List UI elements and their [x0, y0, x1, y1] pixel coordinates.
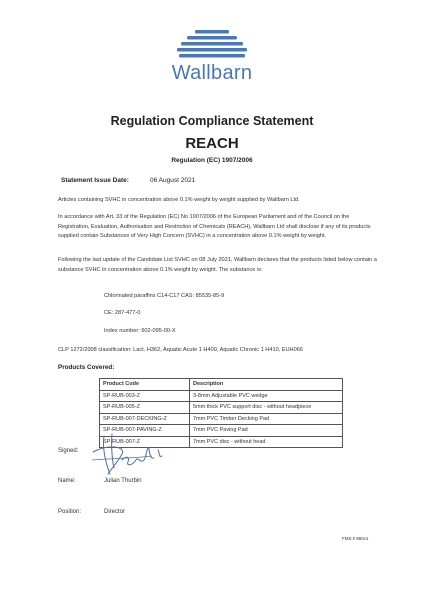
handwritten-signature [88, 430, 178, 480]
candidate-list-paragraph: Following the last update of the Candidate List SVHC on 08 July 2021, Wallbarn declares that the products listed below contain a substance SVHC in concentration above 0.1% weight by weight. The substance is: [58, 257, 377, 273]
description-cell: 5mm thick PVC support disc - without headpiece [190, 402, 343, 414]
table-row [100, 402, 343, 414]
name-label: Name: [58, 478, 76, 484]
document-reference-code: FMS.F.960v1 [342, 536, 369, 541]
document-subtitle: REACH [185, 135, 239, 152]
brand-name: Wallbarn [171, 62, 253, 84]
description-cell: 7mm PVC Timber Decking Pad [190, 413, 343, 425]
table-row [100, 390, 343, 402]
products-heading: Products Covered: [58, 364, 115, 371]
column-header-description: Description [190, 379, 343, 391]
product-code-cell: SP-RUB-005-Z [100, 402, 190, 414]
article-33-paragraph: In accordance with Art. 33 of the Regulation (EC) No 1907/2006 of the European Parliament and of the Council on the Registration, Evaluation, Authorisation and Restriction of Chemicals (REACH), Wallbarn Ltd shall disclose if any of its products supplied contain Substances of Very High Concern (SVHC) in a concentration above 0.1% weight by weight. [58, 214, 371, 240]
signatory-name: Julian Thurbin [104, 478, 142, 484]
issue-date-value: 06 August 2021 [150, 177, 196, 184]
table-row [100, 413, 343, 425]
product-code-cell: SP-RUB-007-DECKING-Z [100, 413, 190, 425]
substance-index-number: Index number: 602-095-00-X [104, 328, 176, 334]
product-code-cell: SP-RUB-007-PAVING-Z [100, 425, 190, 437]
column-header-product-code: Product Code [100, 379, 190, 391]
clp-classification: CLP 1272/2008 classification: Lact. H362, Aquatic Acute 1 H400, Aquatic Chronic 1 H410, EUH066 [58, 347, 303, 353]
signatory-position: Director [104, 509, 126, 515]
document-title: Regulation Compliance Statement [110, 114, 314, 128]
description-cell: 3-8mm Adjustable PVC wedge [190, 390, 343, 402]
substance-name: Chlorinated paraffins C14-C17 CAS: 85535-85-9 [104, 293, 225, 299]
regulation-reference: Regulation (EC) 1907/2006 [171, 157, 253, 164]
intro-paragraph: Articles containing SVHC in concentration above 0.1% weight by weight supplied by Wallbarn Ltd. [58, 197, 300, 203]
signed-label: Signed: [58, 448, 79, 454]
table-header-row [100, 379, 343, 391]
position-label: Position: [58, 509, 82, 515]
substance-ce-number: CE: 287-477-0 [104, 310, 141, 316]
issue-date-label: Statement Issue Date: [61, 177, 129, 184]
product-code-cell: SP-RUB-003-Z [100, 390, 190, 402]
product-code-cell: SP-RUB-007-Z [100, 436, 190, 448]
description-cell: 7mm PVC disc - without head [190, 436, 343, 448]
description-cell: 7mm PVC Paving Pad [190, 425, 343, 437]
